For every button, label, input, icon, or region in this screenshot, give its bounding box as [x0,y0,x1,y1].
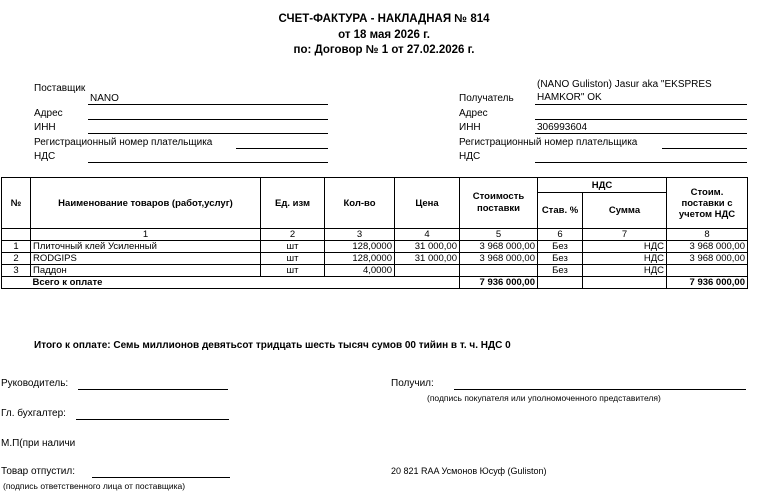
total-row-spacer [2,277,31,289]
head-signature-line [78,389,228,390]
row-name: RODGIPS [31,253,261,265]
recipient-name-underline [535,104,747,105]
supplier-inn-label: ИНН [34,122,56,133]
stamp-label: М.П(при наличи [1,438,76,449]
supplier-vat-label: НДС [34,151,56,162]
recipient-name-line1: (NANO Guliston) Jasur aka "EKSPRES [537,79,712,90]
row-unit: шт [261,241,325,253]
accountant-label: Гл. бухгалтер: [1,408,66,419]
recipient-inn-line [535,133,747,134]
received-signature-line [454,389,746,390]
row-vat-rate: Без [538,253,583,265]
header-vat: НДС [538,178,667,193]
total-vat-rate [538,277,583,289]
header-total: Стоим. поставки с учетом НДС [667,178,748,229]
recipient-reg-label: Регистрационный номер плательщика [459,137,638,148]
row-vat-sum: НДС [583,265,667,277]
row-total [667,265,748,277]
released-note: (подпись ответственного лица от поставщика) [3,481,186,491]
recipient-vat-line [535,162,747,163]
row-num: 3 [2,265,31,277]
supplier-address-line [88,119,328,120]
supplier-vat-line [88,162,328,163]
recipient-name-line2: HAMKOR" OK [537,92,602,103]
supplier-inn-line [88,133,328,134]
row-cost: 3 968 000,00 [460,241,538,253]
row-num: 2 [2,253,31,265]
recipient-label: Получатель [459,93,514,104]
row-cost [460,265,538,277]
supplier-reg-label: Регистрационный номер плательщика [34,137,213,148]
row-unit: шт [261,265,325,277]
header-vat-rate: Став. % [538,193,583,229]
col-num-cell: 8 [667,229,748,241]
table-row [2,265,748,277]
col-num-cell: 3 [325,229,395,241]
header-name: Наименование товаров (работ,услуг) [31,178,261,229]
total-vat-sum [583,277,667,289]
recipient-address-label: Адрес [459,108,488,119]
col-num-cell: 4 [395,229,460,241]
head-label: Руководитель: [1,378,69,389]
row-name: Паддон [31,265,261,277]
supplier-name-line [88,104,328,105]
row-cost: 3 968 000,00 [460,253,538,265]
header-vat-sum: Сумма [583,193,667,229]
released-label: Товар отпустил: [1,466,75,477]
recipient-vat-label: НДС [459,151,481,162]
supplier-name: NANO [90,93,119,104]
header-price: Цена [395,178,460,229]
total-row [2,277,748,289]
col-num-cell: 6 [538,229,583,241]
col-num-cell: 2 [261,229,325,241]
col-num-cell: 1 [31,229,261,241]
row-total: 3 968 000,00 [667,241,748,253]
header-unit: Ед. изм [261,178,325,229]
col-num-cell [2,229,31,241]
row-name: Плиточный клей Усиленный [31,241,261,253]
row-vat-rate: Без [538,265,583,277]
row-qty: 128,0000 [325,241,395,253]
row-num: 1 [2,241,31,253]
row-price: 31 000,00 [395,253,460,265]
col-num-cell: 7 [583,229,667,241]
supplier-label: Поставщик [34,83,86,94]
accountant-signature-line [76,419,229,420]
row-price [395,265,460,277]
invoice-table [1,177,748,289]
released-signature-line [92,477,230,478]
header-qty: Кол-во [325,178,395,229]
supplier-reg-line [236,148,328,149]
row-price: 31 000,00 [395,241,460,253]
header-cost: Стоимость поставки [460,178,538,229]
row-qty: 128,0000 [325,253,395,265]
total-in-words: Итого к оплате: Семь миллионов девятьсот тридцать шесть тысяч сумов 00 тийин в т. ч. НДС 0 [34,340,511,351]
table-row [2,253,748,265]
recipient-inn-label: ИНН [459,122,481,133]
table-row [2,241,748,253]
row-total: 3 968 000,00 [667,253,748,265]
row-vat-rate: Без [538,241,583,253]
recipient-reg-line [662,148,747,149]
row-unit: шт [261,253,325,265]
row-qty: 4,0000 [325,265,395,277]
power-of-attorney: 20 821 RAA Усмонов Юсуф (Guliston) [391,466,547,476]
row-vat-sum: НДС [583,241,667,253]
row-vat-sum: НДС [583,253,667,265]
total-with-vat: 7 936 000,00 [667,277,748,289]
document-date: от 18 мая 2026 г. [338,29,430,41]
document-contract: по: Договор № 1 от 27.02.2026 г. [293,44,475,56]
recipient-inn: 306993604 [537,122,588,133]
col-num-cell: 5 [460,229,538,241]
column-number-row [2,229,748,241]
total-cost: 7 936 000,00 [460,277,538,289]
supplier-address-label: Адрес [34,108,63,119]
recipient-address-line [535,119,747,120]
header-num: № [2,178,31,229]
total-label: Всего к оплате [31,277,460,289]
received-note: (подпись покупателя или уполномоченного представителя) [427,393,661,403]
received-label: Получил: [391,378,434,389]
document-title: СЧЕТ-ФАКТУРА - НАКЛАДНАЯ № 814 [278,13,490,25]
